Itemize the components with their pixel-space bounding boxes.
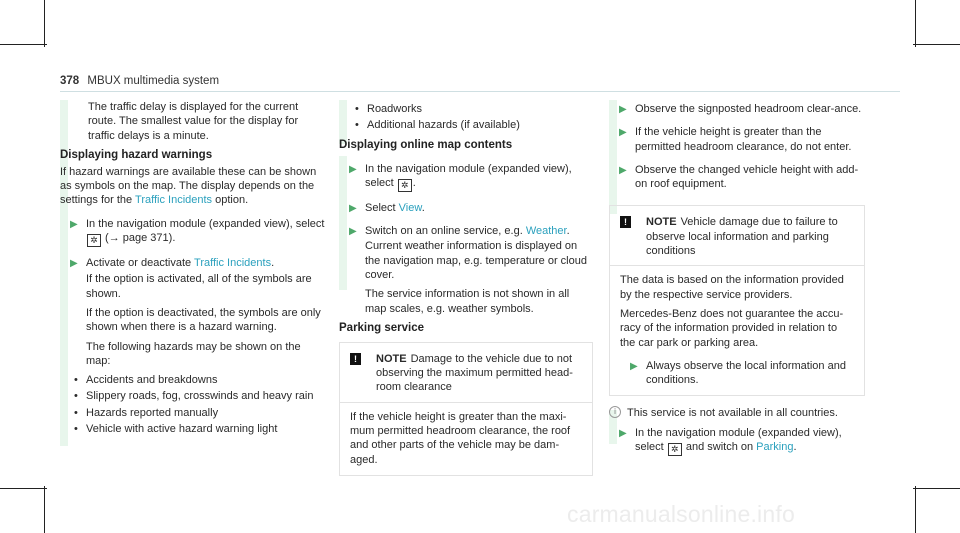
section-heading: Parking service: [339, 321, 425, 334]
list-item: • Vehicle with active hazard warning light: [74, 422, 278, 435]
list-item: • Hazards reported manually: [74, 406, 219, 419]
activated-text: If the option is activated, all of the symbols are shown.: [86, 273, 312, 300]
list-item: • Roadworks: [355, 103, 423, 115]
parking-link[interactable]: Parking: [756, 441, 794, 454]
step-arrow-icon: ▶: [630, 360, 638, 372]
step-note: The service information is not shown in all map scales, e.g. weather symbols.: [365, 288, 570, 315]
crop-mark: [44, 0, 45, 47]
step-item: ▶ Observe the changed vehicle height with add-on roof equipment.: [619, 163, 859, 191]
weather-link[interactable]: Weather: [525, 225, 567, 238]
view-link[interactable]: View: [398, 201, 422, 214]
note-header: [350, 352, 582, 395]
hazard-list: [66, 373, 326, 436]
note-paragraph: The data is based on the information provided by the respective service providers.: [620, 274, 844, 301]
crop-mark: [915, 486, 916, 533]
warning-icon: !: [620, 216, 631, 228]
step-arrow-icon: ▶: [349, 202, 357, 214]
step-arrow-icon: ▶: [619, 164, 627, 176]
note-label: NOTE: [376, 352, 407, 365]
warning-icon: !: [350, 353, 361, 365]
info-line: i This service is not available in all countries.: [609, 406, 865, 420]
header-title: MBUX multimedia system: [87, 75, 220, 87]
section-heading: Displaying hazard warnings: [60, 148, 213, 161]
crop-mark: [913, 44, 960, 45]
crop-mark: [915, 0, 916, 47]
note-title: Vehicle damage due to failure to observe local information and parking conditions: [646, 216, 838, 258]
step-arrow-icon: ▶: [619, 104, 627, 115]
step-item: ▶ Select View.: [349, 201, 425, 214]
crop-mark: [44, 486, 45, 533]
crop-mark: [0, 44, 47, 45]
crop-mark: [0, 488, 47, 489]
step-arrow-icon: ▶: [619, 427, 627, 439]
gear-icon: ✲: [87, 234, 101, 247]
step-arrow-icon: ▶: [70, 218, 78, 230]
header-divider: [60, 91, 900, 92]
following-text: The following hazards may be shown on the map:: [86, 340, 301, 367]
step-item: ▶ Observe the signposted headroom clear-ance.: [619, 103, 862, 115]
column-3: [609, 100, 865, 461]
step-item: ▶ In the navigation module (expanded view), select ✲ .: [349, 162, 572, 190]
step-arrow-icon: ▶: [349, 163, 357, 175]
intro-text: The traffic delay is displayed for the current route. The smallest value for the display for traffic delays is a minute.: [88, 101, 299, 142]
paragraph: If hazard warnings are available these can be shown as symbols on the map. The display depends on the settings for the Traffic Incidents option.: [60, 165, 317, 207]
note-body: If the vehicle height is greater than the maxi-mum permitted headroom clearance, the roof and other parts of the vehicle may be dam-aged.: [340, 402, 592, 467]
step-item: ▶ Always observe the local information and conditions.: [630, 359, 846, 387]
page-header: [60, 74, 219, 89]
traffic-incidents-link[interactable]: Traffic Incidents: [194, 257, 272, 270]
note-paragraph: Mercedes-Benz does not guarantee the accu-racy of the information provided in relation to the car park or parking area.: [620, 307, 844, 349]
crop-mark: [913, 488, 960, 489]
note-header: [620, 215, 854, 258]
step-detail: Current weather information is displayed on the navigation map, e.g. temperature or cloud cover.: [365, 240, 587, 282]
note-box: [339, 342, 593, 476]
gear-icon: ✲: [668, 443, 682, 456]
column-2: [339, 100, 593, 476]
step-arrow-icon: ▶: [619, 127, 627, 139]
section-heading: Displaying online map contents: [339, 138, 513, 151]
step-item: ▶ If the vehicle height is greater than the permitted headroom clearance, do not enter.: [619, 126, 852, 153]
list-item: • Accidents and breakdowns: [74, 374, 218, 387]
step-item: ▶ In the navigation module (expanded view), select ✲ (→ page 371).: [70, 217, 325, 246]
step-item: ▶ In the navigation module (expanded view), select ✲ and switch on Parking.: [619, 426, 842, 455]
note-body: [610, 265, 864, 387]
step-item: ▶ Activate or deactivate Traffic Incidents. If the option is activated, all of the symbols are shown. If the option is deactivated, the symbols are only shown when there is a hazard warning. The following hazards may be shown on the map: • Accidents and breakdowns • Slippery roads, fog, crosswinds and heavy rain • Hazards reported manually • Vehicle with active hazard warning light: [60, 256, 326, 436]
step-arrow-icon: ▶: [349, 226, 357, 238]
traffic-incidents-link[interactable]: Traffic Incidents: [135, 194, 213, 207]
page-number: 378: [60, 75, 80, 87]
column-1: [60, 100, 326, 441]
note-label: NOTE: [646, 216, 677, 229]
step-item: ▶ Switch on an online service, e.g. Weather. Current weather information is displayed on the navigation map, e.g. temperature or cloud cover. The service information is not shown in all map scales, e.g. weather symbols.: [339, 224, 593, 316]
note-title: Damage to the vehicle due to not observing the maximum permitted head-room clearance: [376, 352, 573, 394]
list-item: • Slippery roads, fog, crosswinds and heavy rain: [74, 390, 314, 403]
list-item: • Additional hazards (if available): [355, 119, 520, 132]
hazard-list-continued: [339, 102, 593, 133]
deactivated-text: If the option is deactivated, the symbols are only shown when there is a hazard warning.: [86, 306, 321, 334]
info-icon: i: [609, 406, 621, 418]
gear-icon: ✲: [398, 179, 412, 192]
watermark: carmanualsonline.info: [567, 501, 795, 527]
step-arrow-icon: ▶: [70, 258, 78, 270]
note-box: [609, 205, 865, 396]
